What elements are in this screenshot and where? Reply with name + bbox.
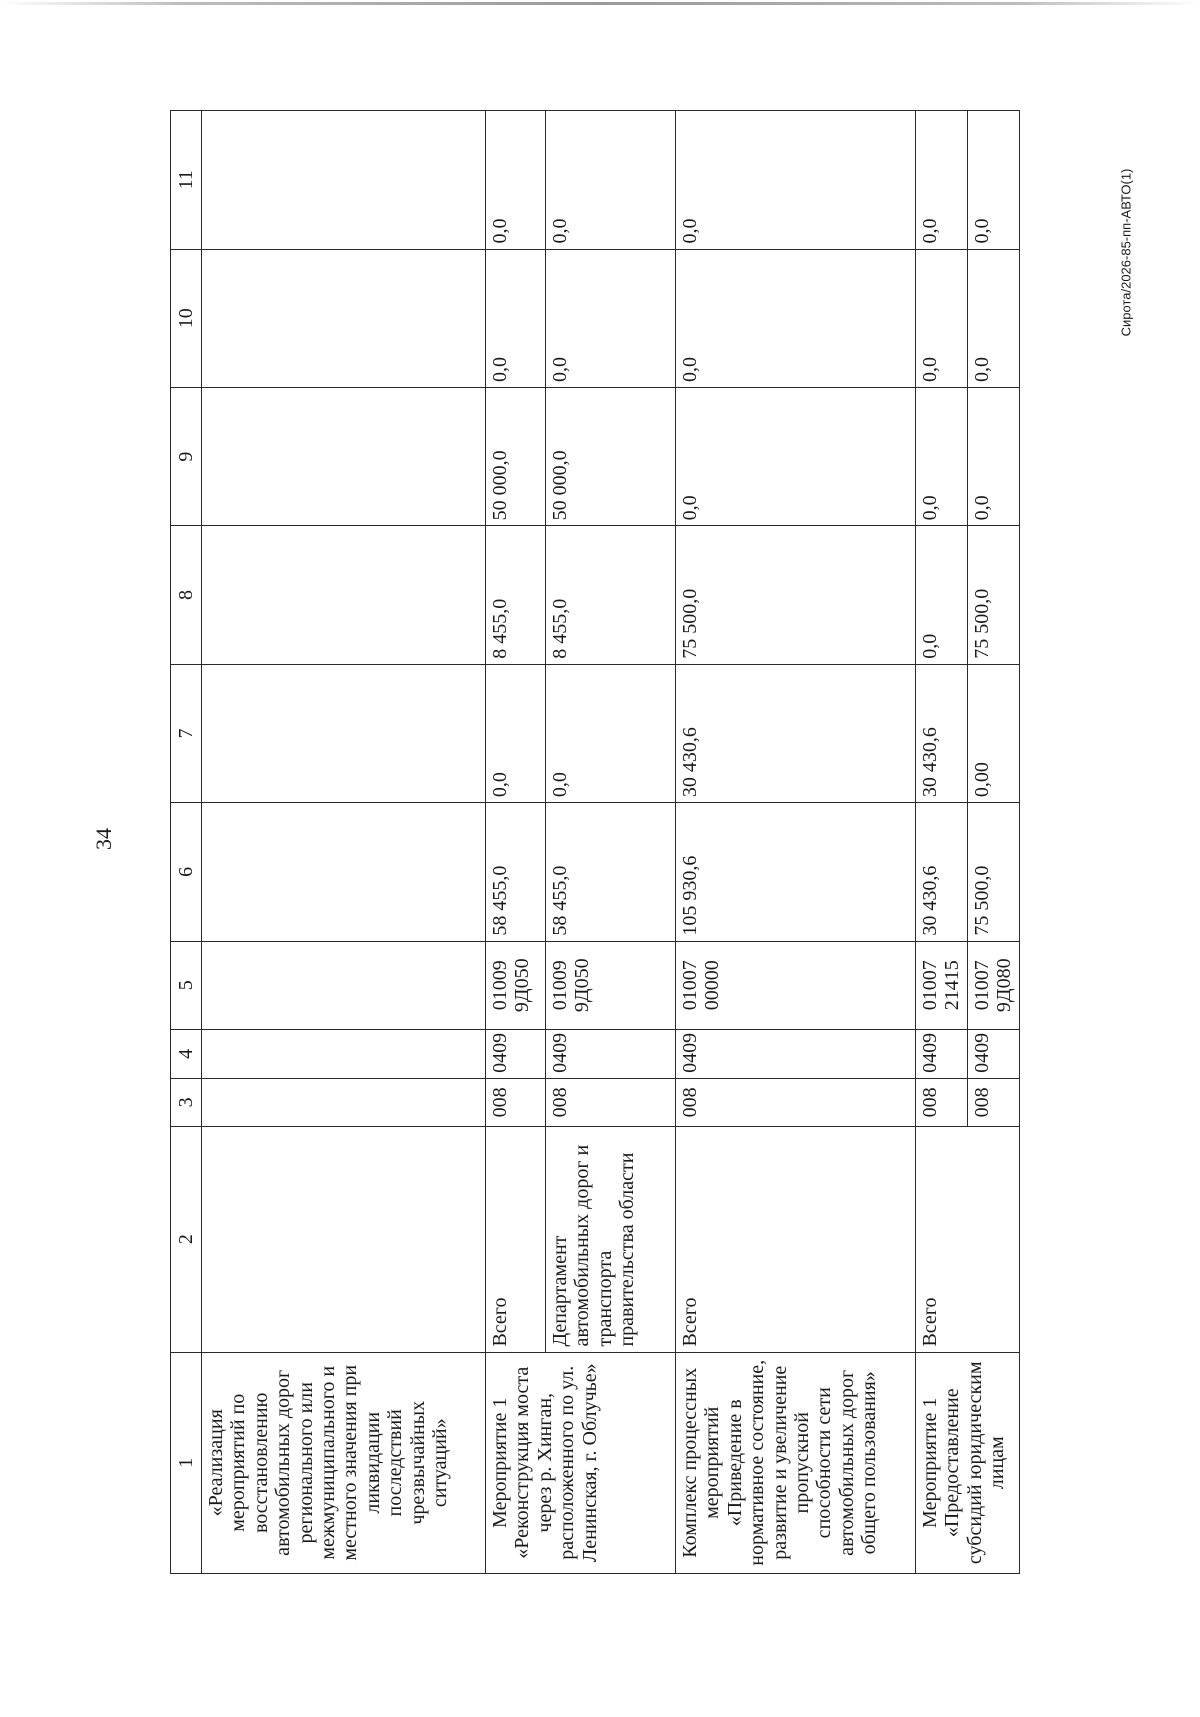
amount-total: 30 430,6 xyxy=(916,803,968,941)
amount-year-4: 0,0 xyxy=(546,249,676,387)
top-rule xyxy=(0,2,1200,5)
amount-year-1: 30 430,6 xyxy=(916,664,968,802)
executor-cell: Департамент автомобильных дорог и транспорта правительства области xyxy=(546,1126,676,1352)
stamp-text: Сирота/2026-85-пп-АВТО(1) xyxy=(1118,168,1134,337)
section-code: 0409 xyxy=(968,1029,1020,1078)
amount-year-5: 0,0 xyxy=(676,111,916,250)
amount-year-2: 75 500,0 xyxy=(676,526,916,664)
target-article-code: 01007 21415 xyxy=(916,941,968,1029)
amount-total: 58 455,0 xyxy=(486,803,546,941)
amount-year-2: 0,0 xyxy=(916,526,968,664)
target-article-code: 01007 00000 xyxy=(676,941,916,1029)
column-number: 6 xyxy=(171,803,202,941)
amount-year-3: 0,0 xyxy=(676,387,916,525)
target-article-code: 01009 9Д050 xyxy=(546,941,676,1029)
amount-year-5: 0,0 xyxy=(916,111,968,250)
amount-year-3: 0,0 xyxy=(968,387,1020,525)
amount-year-4 xyxy=(202,249,486,387)
column-number: 10 xyxy=(171,249,202,387)
grbs-code: 008 xyxy=(916,1078,968,1126)
section-code: 0409 xyxy=(916,1029,968,1078)
document-stamp xyxy=(1118,103,1134,403)
amount-year-2: 8 455,0 xyxy=(546,526,676,664)
amount-year-1: 0,00 xyxy=(968,664,1020,802)
page-number: 34 xyxy=(91,828,116,850)
amount-year-5: 0,0 xyxy=(486,111,546,250)
event-name: «Реализация мероприятий по восстановлению автомобильных дорог регионального или межмуниципального и местного значения при ликвидации последствий чрезвычайных ситуаций» xyxy=(202,1352,486,1573)
grbs-code: 008 xyxy=(546,1078,676,1126)
amount-year-3 xyxy=(202,387,486,525)
executor-cell: Всего xyxy=(486,1126,546,1352)
column-number: 5 xyxy=(171,941,202,1029)
amount-year-1: 0,0 xyxy=(486,664,546,802)
amount-total xyxy=(202,803,486,941)
column-number: 11 xyxy=(171,111,202,250)
grbs-code xyxy=(202,1078,486,1126)
section-code xyxy=(202,1029,486,1078)
event-name: Комплекс процессных мероприятий «Приведение в нормативное состояние, развитие и увеличение пропускной способности сети автомобильных дорог общего пользования» xyxy=(676,1352,916,1573)
column-number: 2 xyxy=(171,1126,202,1352)
grbs-code: 008 xyxy=(676,1078,916,1126)
amount-year-1: 0,0 xyxy=(546,664,676,802)
amount-year-3: 0,0 xyxy=(916,387,968,525)
amount-year-1 xyxy=(202,664,486,802)
column-number: 1 xyxy=(171,1352,202,1573)
amount-year-4: 0,0 xyxy=(968,249,1020,387)
column-number: 7 xyxy=(171,664,202,802)
event-name: Мероприятие 1 «Предоставление субсидий юридическим лицам xyxy=(916,1352,1020,1573)
amount-year-3: 50 000,0 xyxy=(546,387,676,525)
amount-total: 58 455,0 xyxy=(546,803,676,941)
amount-year-2 xyxy=(202,526,486,664)
column-number: 8 xyxy=(171,526,202,664)
amount-year-5: 0,0 xyxy=(546,111,676,250)
amount-total: 75 500,0 xyxy=(968,803,1020,941)
amount-year-4: 0,0 xyxy=(916,249,968,387)
target-article-code: 01007 9Д080 xyxy=(968,941,1020,1029)
table-row xyxy=(486,111,546,1574)
executor-cell: Всего xyxy=(916,1126,1020,1352)
table-row xyxy=(202,111,486,1574)
amount-year-1: 30 430,6 xyxy=(676,664,916,802)
column-number: 9 xyxy=(171,387,202,525)
amount-year-4: 0,0 xyxy=(486,249,546,387)
executor-cell xyxy=(202,1126,486,1352)
amount-year-2: 8 455,0 xyxy=(486,526,546,664)
column-number: 4 xyxy=(171,1029,202,1078)
section-code: 0409 xyxy=(486,1029,546,1078)
amount-year-4: 0,0 xyxy=(676,249,916,387)
executor-cell: Всего xyxy=(676,1126,916,1352)
amount-year-5: 0,0 xyxy=(968,111,1020,250)
section-code: 0409 xyxy=(676,1029,916,1078)
amount-year-5 xyxy=(202,111,486,250)
budget-table-sheet xyxy=(170,110,1120,1574)
grbs-code: 008 xyxy=(486,1078,546,1126)
column-number: 3 xyxy=(171,1078,202,1126)
amount-total: 105 930,6 xyxy=(676,803,916,941)
target-article-code: 01009 9Д050 xyxy=(486,941,546,1029)
table-row xyxy=(676,111,916,1574)
section-code: 0409 xyxy=(546,1029,676,1078)
budget-table xyxy=(170,110,1020,1574)
amount-year-2: 75 500,0 xyxy=(968,526,1020,664)
table-row xyxy=(916,111,968,1574)
target-article-code xyxy=(202,941,486,1029)
column-number-row xyxy=(171,111,202,1574)
amount-year-3: 50 000,0 xyxy=(486,387,546,525)
grbs-code: 008 xyxy=(968,1078,1020,1126)
event-name: Мероприятие 1 «Реконструкция моста через р. Хинган, расположенного по ул. Ленинская, г. Облучье» xyxy=(486,1352,676,1573)
